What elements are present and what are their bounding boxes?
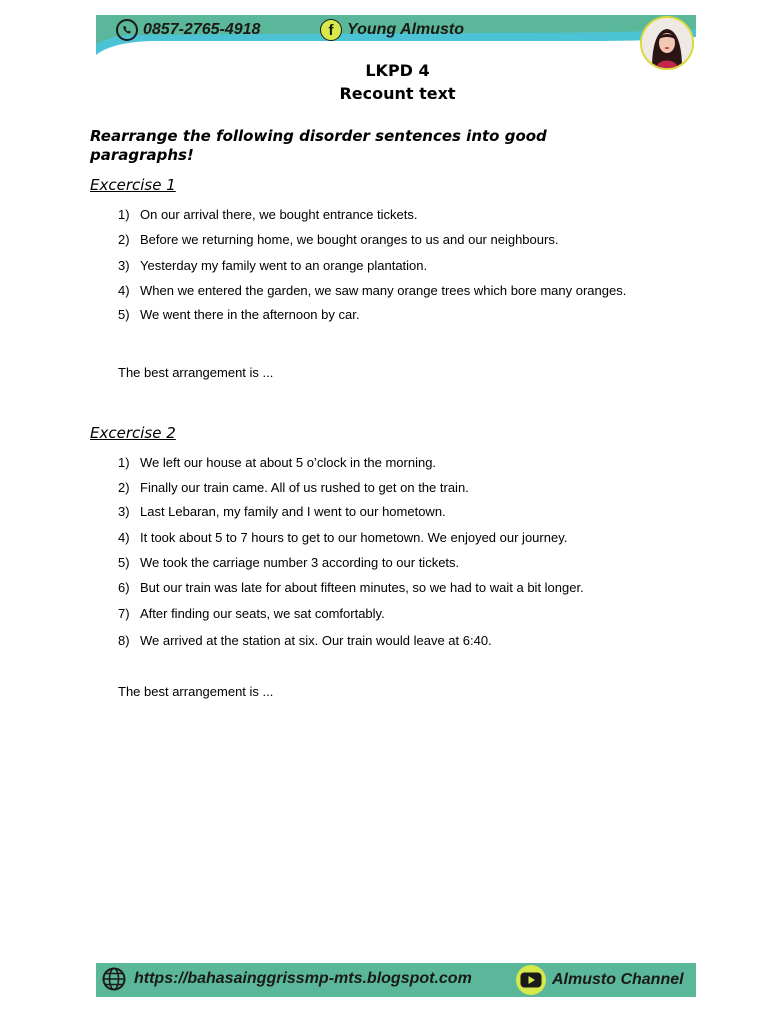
list-item — [118, 232, 558, 247]
item-number: 6) — [118, 580, 130, 595]
website-url[interactable]: https://bahasainggrissmp-mts.blogspot.com — [134, 970, 472, 987]
footer-banner — [96, 963, 696, 997]
answer-prompt-1: The best arrangement is ... — [118, 365, 274, 380]
item-number: 3) — [118, 258, 130, 273]
globe-icon — [102, 967, 126, 991]
list-item — [118, 258, 427, 273]
item-text: We left our house at about 5 o’clock in the morning. — [140, 455, 437, 470]
item-number: 4) — [118, 530, 130, 545]
item-text: Last Lebaran, my family and I went to our hometown. — [140, 504, 446, 519]
facebook-contact — [320, 19, 464, 41]
item-text: On our arrival there, we bought entrance tickets. — [140, 207, 418, 222]
phone-number: 0857-2765-4918 — [143, 21, 261, 38]
list-item — [118, 504, 446, 519]
exercise-2-heading: Excercise 2 — [90, 424, 176, 442]
item-text: After finding our seats, we sat comfortably. — [140, 606, 385, 621]
list-item — [118, 555, 459, 570]
item-text: It took about 5 to 7 hours to get to our hometown. We enjoyed our journey. — [140, 530, 568, 545]
instruction-text: Rearrange the following disorder sentences into good paragraphs! — [90, 127, 547, 164]
youtube-icon — [516, 965, 546, 995]
item-text: But our train was late for about fifteen minutes, so we had to wait a bit longer. — [140, 580, 584, 595]
facebook-icon: f — [320, 19, 342, 41]
item-text: Finally our train came. All of us rushed to get on the train. — [140, 480, 469, 495]
footer-channel[interactable] — [516, 965, 684, 995]
item-number: 3) — [118, 504, 130, 519]
item-text: We arrived at the station at six. Our train would leave at 6:40. — [140, 633, 492, 648]
list-item — [118, 455, 436, 470]
footer-website[interactable] — [102, 967, 472, 991]
item-number: 2) — [118, 232, 130, 247]
page-title: LKPD 4 — [365, 61, 430, 80]
whatsapp-icon — [116, 19, 138, 41]
item-text: Yesterday my family went to an orange plantation. — [140, 258, 428, 273]
list-item — [118, 633, 492, 648]
list-item — [118, 606, 385, 621]
phone-contact — [116, 19, 260, 41]
item-number: 5) — [118, 555, 130, 570]
facebook-name: Young Almusto — [347, 21, 465, 38]
item-number: 8) — [118, 633, 130, 648]
item-text: We took the carriage number 3 according to our tickets. — [140, 555, 460, 570]
exercise-1-heading: Excercise 1 — [90, 176, 176, 194]
item-number: 4) — [118, 283, 130, 298]
item-text: Before we returning home, we bought oranges to us and our neighbours. — [140, 232, 559, 247]
item-number: 1) — [118, 455, 130, 470]
page-subtitle: Recount text — [339, 84, 456, 103]
list-item — [118, 207, 417, 222]
item-number: 2) — [118, 480, 130, 495]
answer-prompt-2: The best arrangement is ... — [118, 684, 274, 699]
item-text: When we entered the garden, we saw many orange trees which bore many oranges. — [140, 283, 627, 298]
list-item — [118, 307, 359, 322]
list-item — [118, 283, 626, 298]
item-number: 1) — [118, 207, 130, 222]
item-number: 5) — [118, 307, 130, 322]
item-text: We went there in the afternoon by car. — [140, 307, 360, 322]
list-item — [118, 480, 469, 495]
header-banner — [96, 15, 696, 59]
list-item — [118, 530, 567, 545]
channel-name[interactable]: Almusto Channel — [552, 971, 684, 988]
item-number: 7) — [118, 606, 130, 621]
list-item — [118, 580, 584, 595]
